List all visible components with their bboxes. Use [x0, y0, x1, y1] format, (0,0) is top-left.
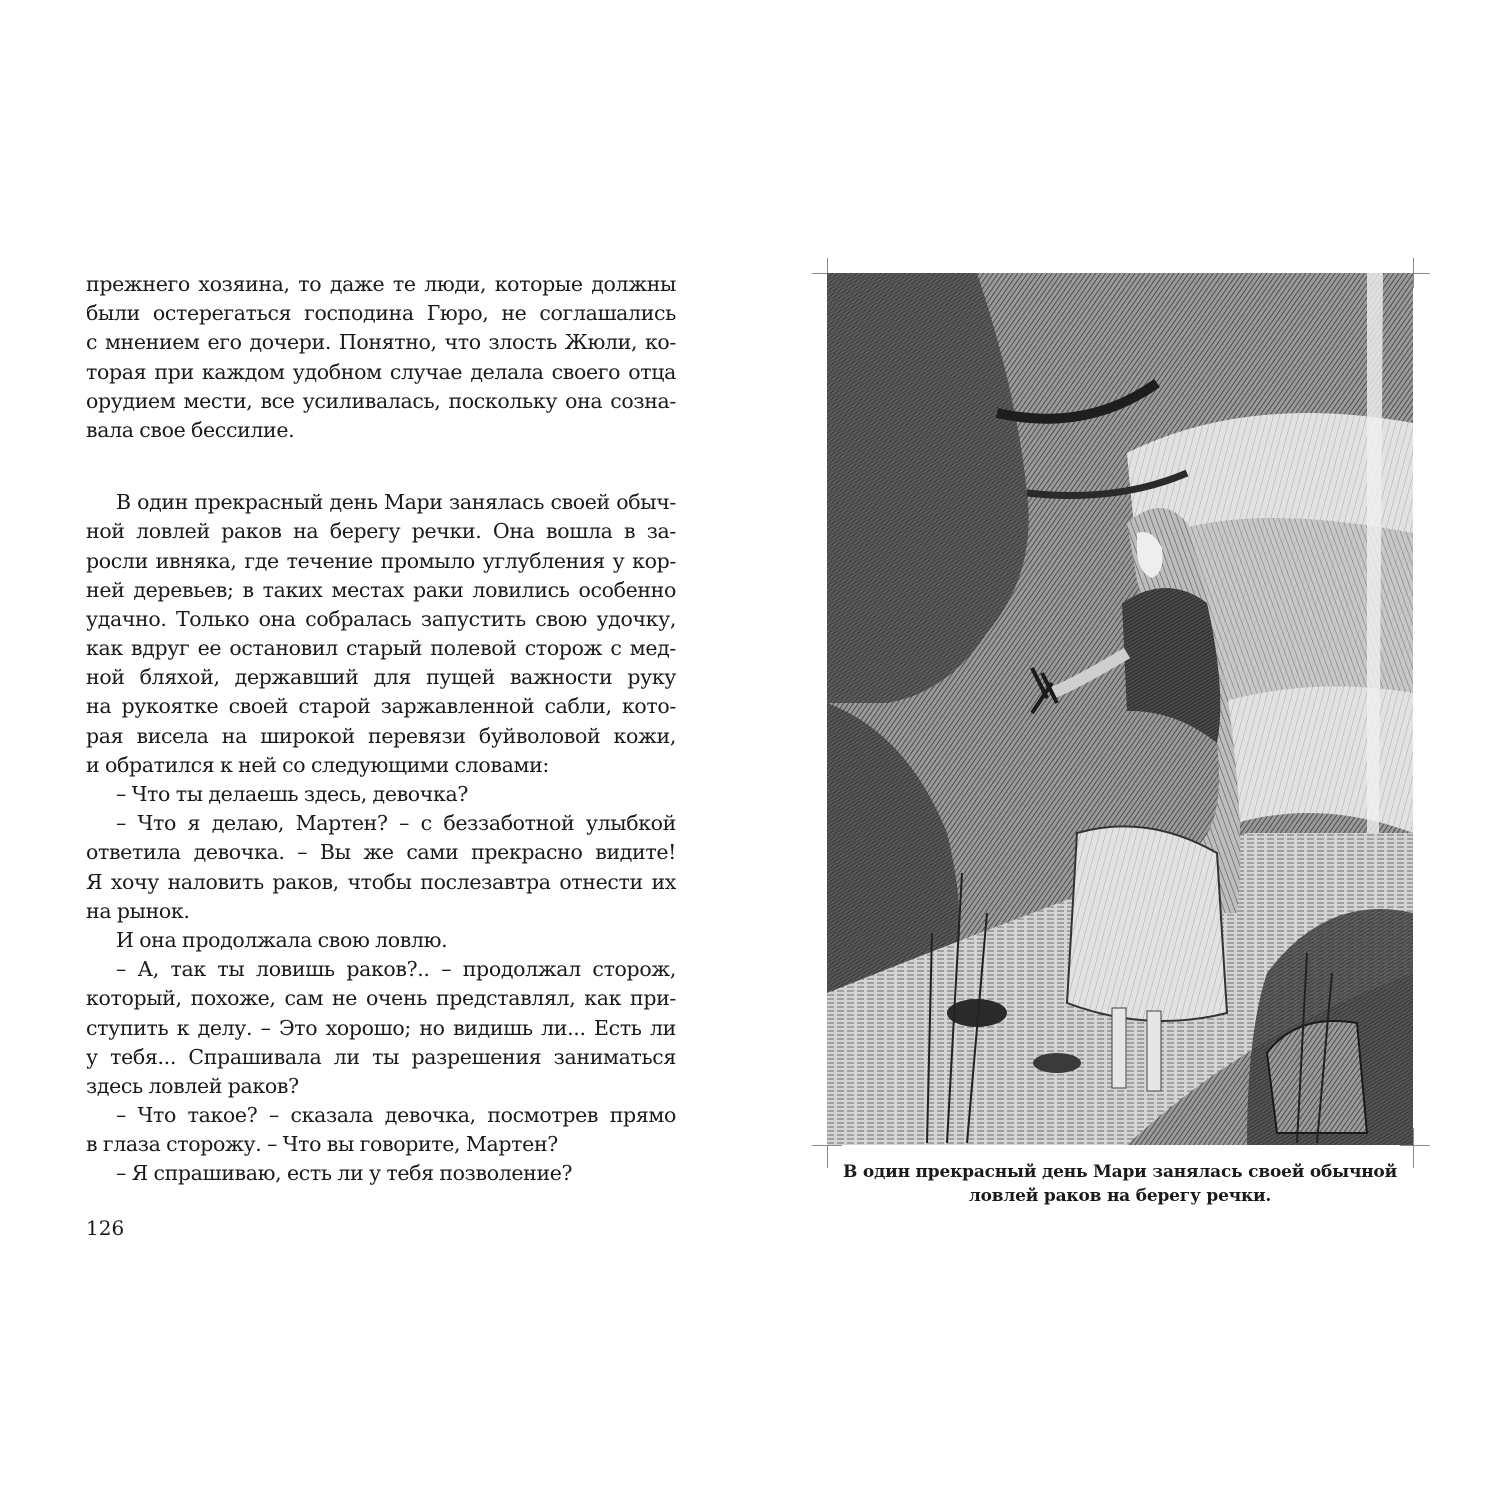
body-text: [86, 270, 676, 1189]
text-line: как вдруг ее остановил старый полевой сторож с мед-: [86, 636, 676, 661]
crop-mark: [1413, 1128, 1414, 1168]
text-line: вала свое бессилие.: [86, 417, 295, 442]
crop-mark: [1400, 1145, 1430, 1146]
dialogue-line: на рынок.: [86, 898, 190, 923]
dialogue-line: Я хочу наловить раков, чтобы послезавтра отнести их: [86, 869, 676, 894]
left-page: [86, 270, 676, 1189]
narration-line: И она продолжала свою ловлю.: [116, 927, 448, 952]
dialogue-line: у тебя... Спрашивала ли ты разрешения заниматься: [86, 1044, 676, 1069]
dialogue-line: – Что ты делаешь здесь, девочка?: [116, 782, 468, 806]
text-line: орудием мести, все усиливалась, поскольку она созна-: [86, 388, 676, 413]
text-line: торая при каждом удобном случае делала своего отца: [86, 359, 676, 384]
dialogue-line: который, похоже, сам не очень представлял, как при-: [86, 986, 676, 1011]
dialogue-line: ответила девочка. – Вы же сами прекрасно видите!: [86, 840, 676, 865]
text-line: были остерегаться господина Гюро, не соглашались: [86, 301, 676, 326]
dialogue-line: здесь ловлей раков?: [86, 1073, 299, 1098]
dialogue-line: в глаза сторожу. – Что вы говорите, Мартен?: [86, 1132, 558, 1157]
text-line: росли ивняка, где течение промыло углубления у кор-: [86, 548, 676, 573]
text-line: прежнего хозяина, то даже те люди, которые должны: [86, 272, 676, 296]
text-line: рая висела на широкой перевязи буйволовой кожи,: [86, 723, 676, 748]
dialogue-line: – Что я делаю, Мартен? – с беззаботной улыбкой: [116, 811, 676, 836]
caption-line: ловлей раков на берегу речки.: [968, 1186, 1272, 1206]
illustration-frame: [812, 258, 1430, 1168]
text-line: удачно. Только она собралась запустить свою удочку,: [86, 606, 676, 631]
girl-by-stream-engraving: [827, 273, 1413, 1145]
text-line: с мнением его дочери. Понятно, что злость Жюли, ко-: [86, 330, 676, 355]
dialogue-line: – А, так ты ловишь раков?.. – продолжал сторож,: [116, 957, 676, 982]
illustration-caption: [840, 1160, 1400, 1208]
text-line: ней деревьев; в таких местах раки ловились особенно: [86, 577, 676, 602]
dialogue-line: – Что такое? – сказала девочка, посмотрев прямо: [116, 1103, 676, 1128]
dialogue-line: ступить к делу. – Это хорошо; но видишь ли... Есть ли: [86, 1015, 676, 1040]
text-line: ной бляхой, державший для пущей важности руку: [86, 665, 676, 690]
crop-mark: [1413, 258, 1414, 288]
text-line: и обратился к ней со следующими словами:: [86, 752, 549, 777]
text-line: на рукоятке своей старой заржавленной сабли, кото-: [86, 694, 676, 719]
paragraph-break: [86, 445, 676, 488]
text-line: ной ловлей раков на берегу речки. Она вошла в за-: [86, 519, 676, 544]
text-line: В один прекрасный день Мари занялась своей обыч-: [116, 490, 676, 515]
dialogue-line: – Я спрашиваю, есть ли у тебя позволение?: [116, 1161, 573, 1186]
engraving-illustration: [827, 273, 1413, 1145]
page-number: 126: [86, 1216, 125, 1240]
caption-line: В один прекрасный день Мари занялась своей обычной: [843, 1162, 1397, 1182]
